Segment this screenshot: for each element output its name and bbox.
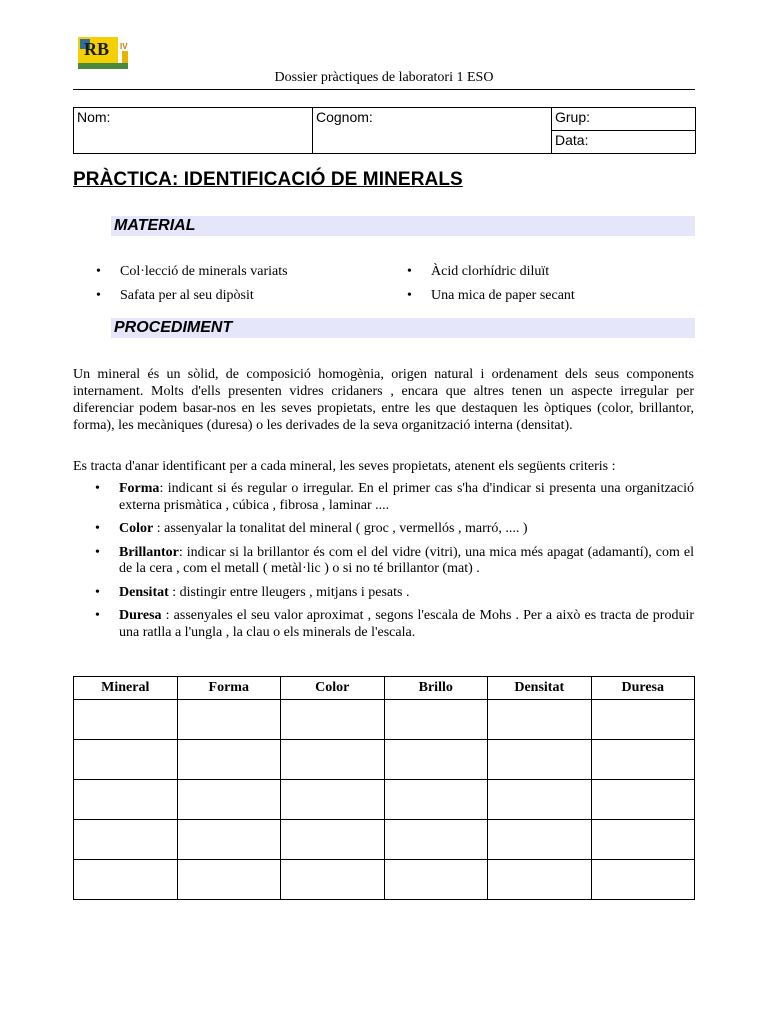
table-cell[interactable] (591, 860, 695, 900)
header-rule (73, 89, 695, 90)
table-header-row (74, 677, 695, 700)
criteria-list (73, 481, 694, 648)
logo-text: IV (120, 42, 128, 51)
table-cell[interactable] (591, 780, 695, 820)
table-cell[interactable] (281, 820, 385, 860)
list-item: • Àcid clorhídric diluït (407, 262, 575, 286)
column-header: Forma (177, 677, 281, 700)
table-cell[interactable] (384, 820, 488, 860)
table-cell[interactable] (384, 860, 488, 900)
table-cell[interactable] (591, 820, 695, 860)
table-cell[interactable] (177, 740, 281, 780)
svg-text:RB: RB (84, 39, 110, 59)
table-cell[interactable] (488, 860, 592, 900)
table-cell[interactable] (591, 700, 695, 740)
intro-paragraph: Un mineral és un sòlid, de composició homogènia, origen natural i ordenament dels seus components internament. Molts d'ells presenten vidres cridaners , encara que altres tenen un aspecte irregular per diferenciar podem basar-nos en les seves propietats, entre les que destaquen les òptiques (color, brillantor, forma), les mecàniques (duresa) o les derivades de la seva organització interna (densitat). (73, 367, 694, 433)
table-cell[interactable] (384, 700, 488, 740)
results-table (73, 676, 695, 900)
criteria-term: Color (119, 521, 154, 536)
table-cell[interactable] (384, 740, 488, 780)
list-item: • Color : assenyalar la tonalitat del mineral ( groc , vermellós , marró, .... ) (95, 521, 528, 536)
list-item: • Safata per al seu dipòsit (96, 286, 288, 310)
data-field[interactable]: Data: (552, 131, 696, 154)
criteria-term: Forma (119, 481, 160, 496)
header-title: Dossier pràctiques de laboratori 1 ESO (274, 70, 494, 85)
table-row (74, 860, 695, 900)
table-cell[interactable] (281, 780, 385, 820)
cognom-field[interactable]: Cognom: (313, 108, 552, 154)
student-info-table (73, 107, 696, 154)
grup-field[interactable]: Grup: (552, 108, 696, 131)
procediment-heading: PROCEDIMENT (111, 318, 695, 338)
table-cell[interactable] (384, 780, 488, 820)
list-item: • Col·lecció de minerals variats (96, 262, 288, 286)
list-item: • Duresa : assenyales el seu valor aproximat , segons l'escala de Mohs . Per a això es tracta de produir una ratlla a l'ungla , la clau o els minerals de l'escala. (95, 608, 694, 640)
table-row (74, 700, 695, 740)
table-cell[interactable] (74, 860, 178, 900)
column-header: Mineral (74, 677, 178, 700)
column-header: Color (281, 677, 385, 700)
table-row (74, 820, 695, 860)
table-cell[interactable] (488, 740, 592, 780)
table-cell[interactable] (74, 780, 178, 820)
table-row (74, 780, 695, 820)
table-cell[interactable] (177, 780, 281, 820)
criteria-text: : distingir entre lleugers , mitjans i pesats . (168, 584, 410, 600)
criteria-text: : indicar si la brillantor és com el del vidre (vitri), una mica més apagat (adamantí), com el de la cera , com el metall ( metàl·lic ) o si no té brillantor (mat) . (119, 544, 694, 576)
criteria-lead: Es tracta d'anar identificant per a cada mineral, les seves propietats, atenent els següents criteris : (73, 459, 616, 474)
material-heading: MATERIAL (111, 216, 695, 236)
material-list-right (407, 262, 575, 310)
table-cell[interactable] (177, 860, 281, 900)
table-cell[interactable] (488, 780, 592, 820)
table-cell[interactable] (74, 740, 178, 780)
table-cell[interactable] (281, 700, 385, 740)
table-row (74, 740, 695, 780)
list-item: • Brillantor: indicar si la brillantor és com el del vidre (vitri), una mica més apagat (adamantí), com el de la cera , com el metall ( metàl·lic ) o si no té brillantor (mat) . (95, 544, 694, 576)
criteria-text: : assenyales el seu valor aproximat , segons l'escala de Mohs . Per a això es tracta de produir una ratlla a l'ungla , la clau o els minerals de l'escala. (119, 608, 694, 640)
table-cell[interactable] (74, 820, 178, 860)
school-logo (76, 33, 132, 75)
column-header: Duresa (591, 677, 695, 700)
criteria-term: Densitat (119, 584, 169, 600)
criteria-text: : indicant si és regular o irregular. En el primer cas s'ha d'indicar si presenta una organització externa prismàtica , cúbica , fibrosa , laminar .... (119, 481, 694, 513)
criteria-term: Duresa (119, 608, 162, 623)
nom-field[interactable]: Nom: (74, 108, 313, 154)
table-cell[interactable] (591, 740, 695, 780)
list-item: • Forma: indicant si és regular o irregular. En el primer cas s'ha d'indicar si presenta una organització externa prismàtica , cúbica , fibrosa , laminar .... (95, 481, 694, 513)
list-item: • Densitat : distingir entre lleugers , mitjans i pesats . (95, 584, 410, 600)
table-cell[interactable] (488, 700, 592, 740)
page-title: PRÀCTICA: IDENTIFICACIÓ DE MINERALS (73, 169, 463, 190)
table-cell[interactable] (74, 700, 178, 740)
material-list-left (96, 262, 288, 310)
table-cell[interactable] (488, 820, 592, 860)
table-cell[interactable] (281, 860, 385, 900)
table-cell[interactable] (177, 700, 281, 740)
criteria-text: : assenyalar la tonalitat del mineral ( groc , vermellós , marró, .... ) (153, 521, 528, 536)
table-cell[interactable] (177, 820, 281, 860)
column-header: Brillo (384, 677, 488, 700)
criteria-term: Brillantor (119, 544, 179, 560)
table-cell[interactable] (281, 740, 385, 780)
column-header: Densitat (488, 677, 592, 700)
list-item: • Una mica de paper secant (407, 286, 575, 310)
